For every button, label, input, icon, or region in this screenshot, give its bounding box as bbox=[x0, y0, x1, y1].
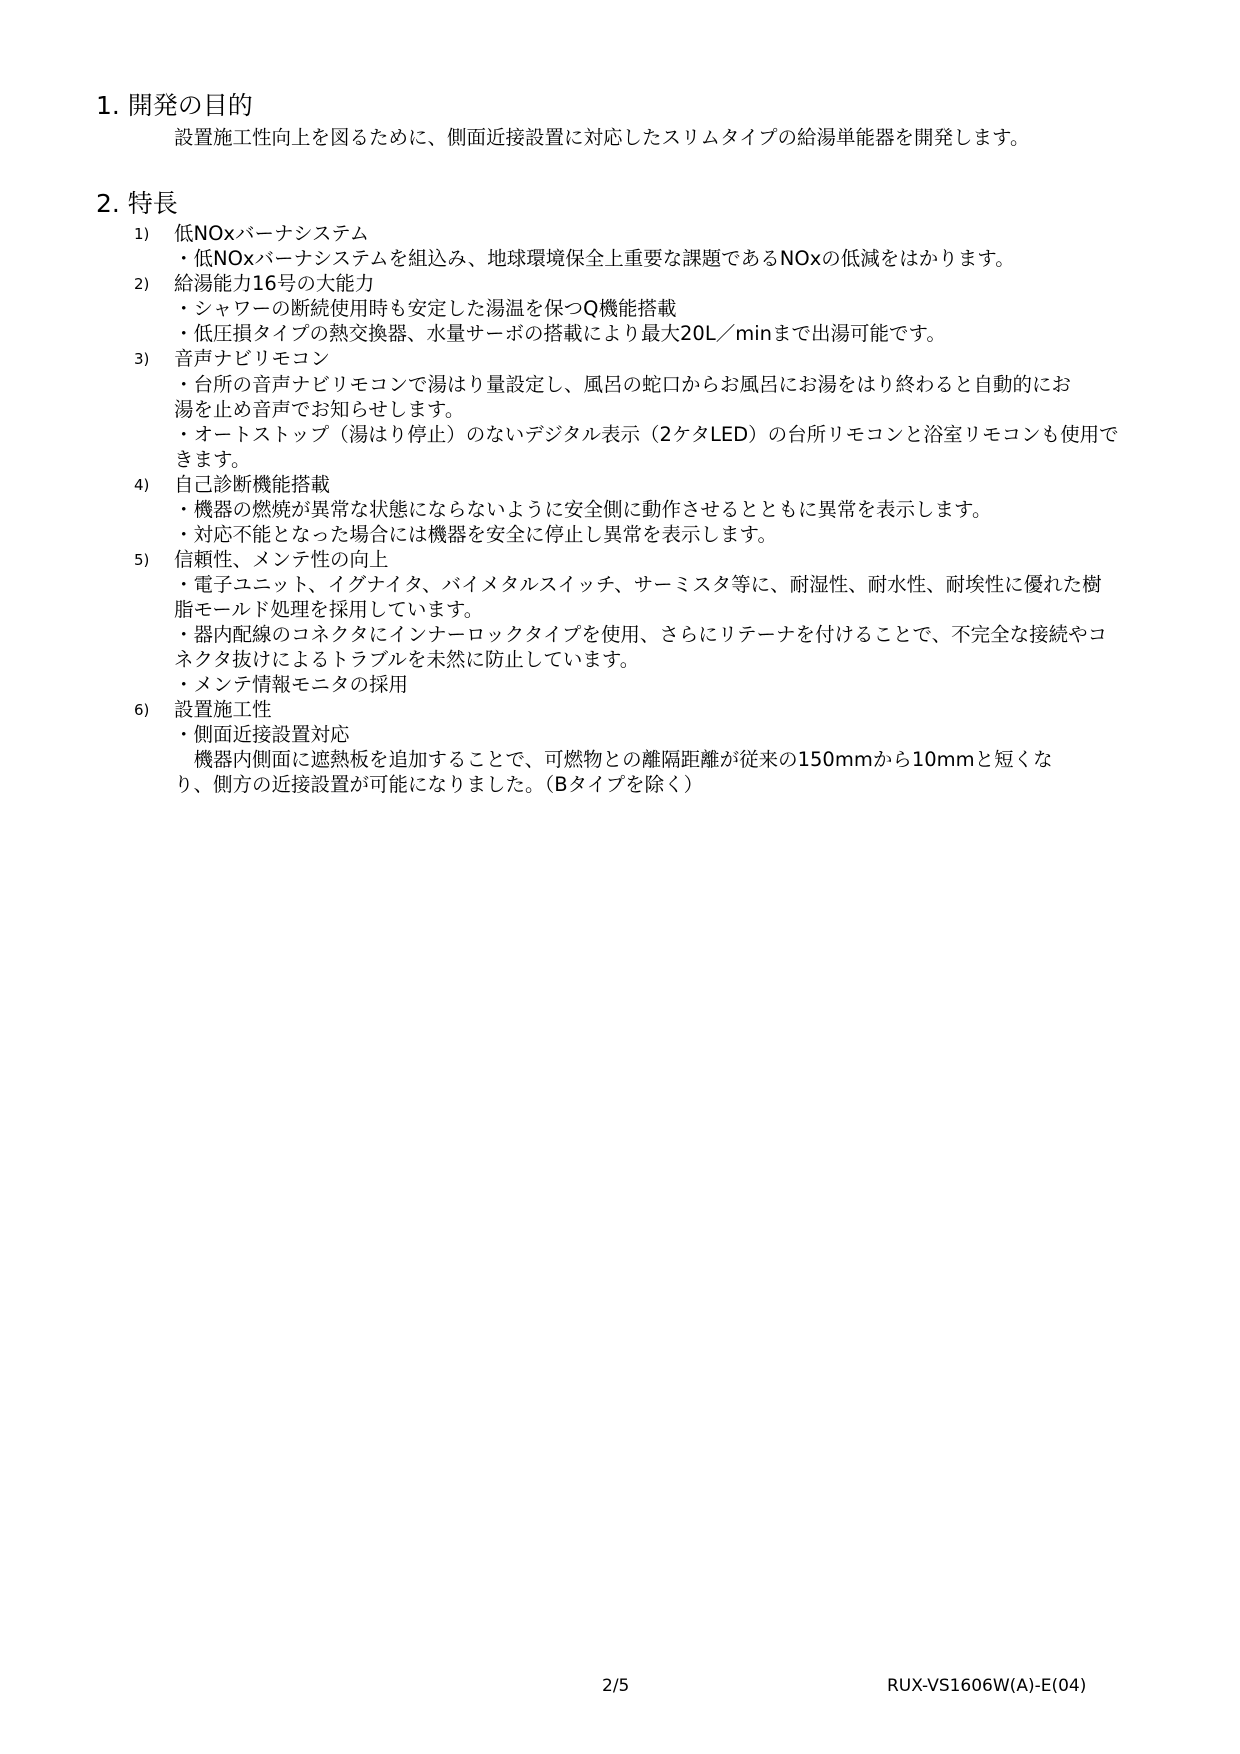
feature-1-line: ・低NOxバーナシステムを組込み、地球環境保全上重要な課題であるNOxの低減をはかります。 bbox=[174, 247, 1015, 270]
feature-5-title: 信頼性、メンテ性の向上 bbox=[174, 548, 389, 571]
feature-2-line: ・低圧損タイプの熱交換器、水量サーボの搭載により最大20L／minまで出湯可能です。 bbox=[174, 322, 946, 345]
section-1-body: 設置施工性向上を図るために、側面近接設置に対応したスリムタイプの給湯単能器を開発します。 bbox=[174, 126, 1030, 149]
feature-5-number: 5) bbox=[134, 551, 150, 569]
document-code: RUX-VS1606W(A)-E(04) bbox=[887, 1676, 1087, 1696]
section-1-heading: 1. 開発の目的 bbox=[96, 91, 253, 120]
feature-5-line: ・メンテ情報モニタの採用 bbox=[174, 673, 409, 696]
feature-3-title: 音声ナビリモコン bbox=[174, 347, 331, 370]
feature-4-title: 自己診断機能搭載 bbox=[174, 473, 331, 496]
page-number: 2/5 bbox=[602, 1676, 630, 1696]
feature-5-line: 脂モールド処理を採用しています。 bbox=[174, 598, 484, 621]
feature-3-line: ・台所の音声ナビリモコンで湯はり量設定し、風呂の蛇口からお風呂にお湯をはり終わると自動的にお bbox=[174, 373, 1072, 396]
feature-1-title: 低NOxバーナシステム bbox=[174, 222, 370, 245]
feature-2-number: 2) bbox=[134, 275, 150, 293]
feature-2-line: ・シャワーの断続使用時も安定した湯温を保つQ機能搭載 bbox=[174, 297, 677, 320]
feature-4-number: 4) bbox=[134, 476, 150, 494]
feature-3-line: 湯を止め音声でお知らせします。 bbox=[174, 398, 465, 421]
feature-6-line: 機器内側面に遮熱板を追加することで、可燃物との離隔距離が従来の150mmから10mmと短くな bbox=[174, 748, 1053, 771]
feature-4-line: ・対応不能となった場合には機器を安全に停止し異常を表示します。 bbox=[174, 523, 777, 546]
feature-6-title: 設置施工性 bbox=[174, 698, 272, 721]
feature-5-line: ネクタ抜けによるトラブルを未然に防止しています。 bbox=[174, 648, 640, 671]
feature-1-number: 1) bbox=[134, 225, 150, 243]
feature-6-line: り、側方の近接設置が可能になりました。（Bタイプを除く） bbox=[174, 773, 704, 796]
feature-3-line: ・オートストップ（湯はり停止）のないデジタル表示（2ケタLED）の台所リモコンと浴室リモコンも使用で bbox=[174, 423, 1119, 446]
feature-6-line: ・側面近接設置対応 bbox=[174, 723, 350, 746]
feature-6-number: 6) bbox=[134, 701, 150, 719]
feature-5-line: ・器内配線のコネクタにインナーロックタイプを使用、さらにリテーナを付けることで、不完全な接続やコ bbox=[174, 623, 1108, 646]
feature-4-line: ・機器の燃焼が異常な状態にならないように安全側に動作させるとともに異常を表示します。 bbox=[174, 498, 992, 521]
feature-3-line: きます。 bbox=[174, 448, 251, 471]
feature-3-number: 3) bbox=[134, 350, 150, 368]
feature-2-title: 給湯能力16号の大能力 bbox=[174, 272, 375, 295]
feature-5-line: ・電子ユニット、イグナイタ、バイメタルスイッチ、サーミスタ等に、耐湿性、耐水性、耐埃性に優れた樹 bbox=[174, 573, 1102, 596]
section-2-heading: 2. 特長 bbox=[96, 189, 178, 218]
